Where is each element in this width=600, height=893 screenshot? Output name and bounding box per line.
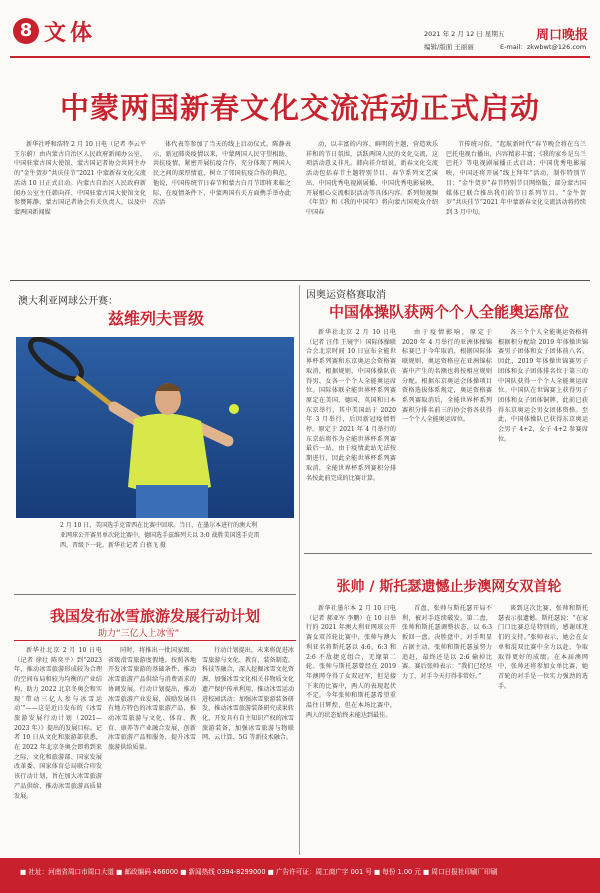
olympics-kicker: 因奥运资格赛取消: [306, 290, 386, 301]
photo-caption: 2 月 10 日，美国选手克雷西在比赛中回球。当日，在墨尔本进行的澳大利亚网球公开赛男单次轮比赛中，德国选手兹维列夫以 3:0 战胜美国选手克雷西，晋级下一轮。新华社记者 白禧飞 摄: [60, 522, 260, 549]
stosur-col-2: 首盘，张帅与斯托瑟开局不利，被对手连续破发。第二盘，张帅和斯托瑟调整状态，以 6:3 扳回一盘。决胜盘中，对手明显占据主动，张帅和斯托瑟虽努力追赶，最终还是以 2:6 输掉比赛。赛后张帅表示：“我们已经尽力了，对手今天打得非常好。”: [402, 605, 492, 680]
tennis-photo: [16, 337, 294, 518]
editor-credit: 编辑/版面 王丽丽: [424, 43, 474, 51]
tennis-player-image: [16, 337, 294, 518]
header-rule: [10, 56, 590, 58]
tennis-divider: [14, 594, 296, 595]
main-article-col-4: 节传统习俗，“起航新时代”春节晚会将在乌兰巴托电视台播出，内容精彩丰富；《我的家乡是乌兰巴托》等电视剧展播正式启动；中国优秀电影展映，中国还将开展“线上拜年”活动，制作特别节目；“金牛贺岁”春节特别节目网络版；部分蒙古国媒体已联合推出我们的节日系列节目。“金牛贺岁”共庆佳节“2021 年中蒙新春文化交流活动将持续到 3 月中旬。: [446, 141, 586, 216]
section-title: 文体: [44, 20, 97, 46]
olympics-headline: 中国体操队获两个个人全能奥运席位: [328, 303, 569, 321]
olympics-col-2: 由于疫情影响，原定于 2020 年 4 月举行的亚洲体操锦标赛已于今年取消，根据国际体联规则，奥运资格应在亚洲锦标赛中产生的名额也将按相应规则分配。根据东京奥运会体操项目资格选拔体系规定，奥运资格赛系列赛取消后，全能世界杯系列赛积分排名前三的协会将各获得一个个人全能奥运席位。: [402, 329, 492, 424]
main-article-col-3: 动，以丰富的内容、鲜明的主题，营造欢乐祥和的节日氛围，活跃两国人民的文化交流，这项活动意义非凡。韩向祥介绍说，新春文化交流活动包括春节主题特别节目、春节系列文艺演出、中国优秀电视剧展播、中国优秀电影展映、开展根心交流相识活动等具体内容。系列短视频《年货》和《我的中国年》将向蒙古国观众介绍中国春: [306, 141, 438, 216]
olympics-divider: [304, 553, 592, 554]
issue-date: 2021 年 2 月 12 日 星期五: [424, 30, 505, 38]
stosur-col-3: 谈到这次比赛，张帅和斯托瑟表示很遗憾。斯托瑟说：“在家门口比赛总是特别的，感谢球迷们的支持。”张帅表示，她会在女单和混双比赛中全力以赴，争取取得更好的成绩。在本届澳网中，张帅还将参加女单比赛，她首轮的对手是一位实力强劲的选手。: [498, 605, 588, 690]
editor-email: E-mail：zkwbwt@126.com: [500, 43, 587, 51]
main-article-col-1: 新华社呼和浩特 2 月 10 日电（记者 李云平 王尔蔚）由内蒙古自治区人民政府新闻办公室、中国驻蒙古国大使馆、蒙古国记者协会共同主办的“金牛贺岁”共庆佳节“2021 中蒙新春文化交流活动 10 日正式启动。内蒙古自治区人民政府新闻办公室主任韩向祥、中国驻蒙古国大使馆文化参赞陈静、蒙古国记者协会有关负责人，以及中蒙两国新闻媒: [14, 141, 146, 216]
paper-logo: 周口晚报: [536, 28, 589, 43]
stosur-col-1: 新华社墨尔本 2 月 10 日电（记者 郝亚军 李鹏）在 10 日举行的 2021 年澳大利亚网球公开赛女双首轮比赛中，张帅与澳大利亚名将斯托瑟以 4:6、6:3 和 2:6 不敌捷克组合，无缘第二轮。张帅与斯托瑟曾经在 2019 年澳网夺得了女双冠军，但是接下来的比赛中，两人的表现起伏不定。今年张帅和斯托瑟希望重温往日辉煌，但在本场比赛中，两人的状态始终未能达到最佳。: [306, 605, 396, 719]
winter-subheadline: 助力“三亿人上冰雪”: [98, 629, 180, 639]
main-headline: 中蒙两国新春文化交流活动正式启动: [59, 91, 540, 125]
olympics-col-3: 各三个个人全能奥运资格将根据积分配给 2019 年体操世锦赛男子团体和女子团体前八名。因此，2019 年体操世锦赛男子团体和女子团体排名位于第三的中国队获得一个个人全能奥运席位。中国队在世锦赛上获得男子团体和女子团体铜牌，此前已获得东京奥运会男女团体资格。至此，中国体操队已获得东京奥运会男子 4+2，女子 4+2 参赛席位。: [498, 329, 588, 443]
winter-headline: 我国发布冰雪旅游发展行动计划: [49, 607, 260, 625]
winter-rule: [14, 640, 296, 641]
section-divider: [10, 280, 590, 281]
stosur-headline: 张帅 / 斯托瑟遗憾止步澳网女双首轮: [336, 579, 562, 595]
footer-text: ■ 社址：河南省周口市周口大道 ■ 邮政编码 466000 ■ 新闻热线 0394-8299000 ■ 广告许可证：周工商广字 001 号 ■ 每份 1.00 元 ■ 周口日报社印刷厂印刷: [20, 868, 498, 876]
main-article-col-2: 体代表等参加了当天的线上启动仪式。陈静表示，新冠肺炎疫情以来，中蒙两国人民守望相助、共抗疫情，紧密开展抗疫合作，充分体现了两国人民之间的深厚情谊，树立了邻国抗疫合作的典范。他说，中国传统节日春节和蒙古白月节即将来临之际，在疫情条件下，中蒙两国有关方面携手举办此次活: [153, 141, 291, 207]
tennis-kicker: 澳大利亚网球公开赛：: [18, 296, 118, 307]
winter-col-3: 行动计划提出，未来将促进冰雪旅游与文化、教育、装备制造、科技等融合，深入挖掘冰雪文化资源，加强冰雪文化相关非物质文化遗产保护传承利用，推动冰雪运动进校园活动；加强冰雪旅游装备研发，推动冰雪旅游装备研究成果转化，开发具有自主知识产权的冰雪旅游装备，加强冰雪旅游与物联网、云计算、5G 等新技术融合。: [202, 647, 294, 742]
winter-col-2: 同时，将推出一批国家级、省级滑雪旅游度假地。按照各地开发冰雪旅游的基础条件，推动冰雪旅游产品供给与消费需求的协调发展。行动计划提出，推动冰雪旅游产业发展，鼓励发展具有地方特色的冰雪旅游产品，推动冰雪旅游与文化、体育、教育、康养等产业融合发展，创新冰雪旅游产品和服务，提升冰雪旅游供给质量。: [108, 647, 196, 752]
page-number-badge: 8: [13, 18, 39, 44]
column-divider: [299, 285, 300, 855]
olympics-col-1: 新华社北京 2 月 10 日电（记者 汪伟 王镜宇）国际体操联合会北京时间 10 日宣布全能世界杯系列赛和东京奥运会资格赛取消，根据规则，中国体操队获得男、女各一个个人全能奥运席位。国际体联全能世界杯系列赛原定在美国、德国、英国和日本东京举行，其中美国站于 2020 年 3 月举行，后因新冠疫情暂停。原定于 2021 年 4 月举行的东京站将作为全能世界杯系列赛最后一站，由于疫情此站无法按期进行，因此全能世界杯系列赛取消，全能世界杯系列赛积分排名按此前完成的比赛计算。: [306, 329, 396, 482]
winter-col-1: 新华社北京 2 月 10 日电（记者 徐壮 陈奕平）到“2023 年，推动冰雪旅游形成较为合理的空间布局和较为均衡的产业结构，助力 2022 北京冬奥会和实现‘带动三亿人参与冰雪运动’”——这是近日发布的《冰雪旅游发展行动计划（2021—2023 年）》提出的发展目标。记者 10 日从文化和旅游部获悉，在 2022 年北京冬奥会即将到来之际，文化和旅游部、国家发展改革委、国家体育总局联合印发该行动计划，旨在加大冰雪旅游产品供给，推动冰雪旅游高质量发展。: [14, 647, 102, 800]
tennis-headline: 兹维列夫晋级: [107, 309, 204, 328]
